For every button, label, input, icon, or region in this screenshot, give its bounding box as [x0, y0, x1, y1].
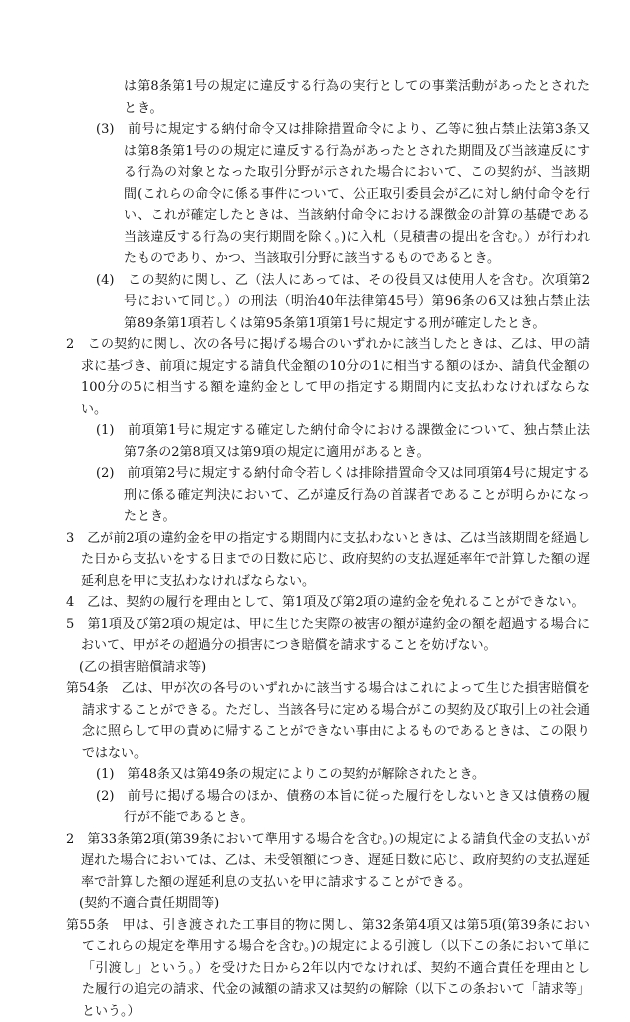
- continuation-line: は第8条第1号の規定に違反する行為の実行としての事業活動があったとされたとき。: [66, 76, 590, 119]
- clause-2-item-2: (2) 前項第2号に規定する納付命令若しくは排除措置命令又は同項第4号に規定する刑に係る確定判決において、乙が違反行為の首謀者であることが明らかになったとき。: [66, 463, 590, 528]
- item-4: (4) この契約に関し、乙（法人にあっては、その役員又は使用人を含む。次項第2号において同じ。）の刑法（明治40年法律第45号）第96条の6又は独占禁止法第89条第1項若しくは第95条第1項第1号に規定する刑が確定したとき。: [66, 270, 590, 335]
- heading-nonconformity-period: (契約不適合責任期間等): [66, 893, 590, 915]
- item-3: (3) 前号に規定する納付命令又は排除措置命令により、乙等に独占禁止法第3条又は第8条第1号のの規定に違反する行為があったとされた期間及び当該違反にする行為の対象となった取引分野が示された場合において、この契約が、当該期間(これらの命令に係る事件について、公正取引委員会が乙に対し納付命令を行い、これが確定したときは、当該納付命令における課徴金の計算の基礎である当該違反する行為の実行期間を除く。)に入札（見積書の提出を含む。）が行われたものであり、かつ、当該取引分野に該当するものであるとき。: [66, 119, 590, 270]
- article-55: 第55条 甲は、引き渡された工事目的物に関し、第32条第4項又は第5項(第39条においてこれらの規定を準用する場合を含む。)の規定による引渡し（以下この条において単に「引渡し」という。）を受けた日から2年以内でなければ、契約不適合責任を理由とした履行の追完の請求、代金の減額の請求又は契約の解除（以下この条おいて「請求等」という。）: [66, 915, 590, 1022]
- clause-2-item-1: (1) 前項第1号に規定する確定した納付命令における課徴金について、独占禁止法第7条の2第8項又は第9項の規定に適用があるとき。: [66, 420, 590, 463]
- article-54-clause-2: 2 第33条第2項(第39条において準用する場合を含む。)の規定による請負代金の支払いが遅れた場合においては、乙は、未受領額につき、遅延日数に応じ、政府契約の支払遅延率で計算した額の遅延利息の支払いを甲に請求することができる。: [66, 829, 590, 894]
- clause-3: 3 乙が前2項の違約金を甲の指定する期間内に支払わないときは、乙は当該期間を経過した日から支払いをする日までの日数に応じ、政府契約の支払遅延率年で計算した額の遅延利息を甲に支払わなければならない。: [66, 528, 590, 593]
- article-54-item-1: (1) 第48条又は第49条の規定によりこの契約が解除されたとき。: [66, 764, 590, 786]
- article-54-item-2: (2) 前号に掲げる場合のほか、債務の本旨に従った履行をしないとき又は債務の履行が不能であるとき。: [66, 786, 590, 829]
- clause-2: 2 この契約に関し、次の各号に掲げる場合のいずれかに該当したときは、乙は、甲の請求に基づき、前項に規定する請負代金額の10分の1に相当する額のほか、請負代金額の100分の5に相当する額を違約金として甲の指定する期間内に支払わなければならない。: [66, 334, 590, 420]
- clause-5: 5 第1項及び第2項の規定は、甲に生じた実際の被害の額が違約金の額を超過する場合において、甲がその超過分の損害につき賠償を請求することを妨げない。: [66, 614, 590, 657]
- heading-contractor-damages: (乙の損害賠償請求等): [66, 657, 590, 679]
- clause-4: 4 乙は、契約の履行を理由として、第1項及び第2項の違約金を免れることができない。: [66, 592, 590, 614]
- article-54: 第54条 乙は、甲が次の各号のいずれかに該当する場合はこれによって生じた損害賠償を請求することができる。ただし、当該各号に定める場合がこの契約及び取引上の社会通念に照らして甲の責めに帰することができない事由によるものであるときは、この限りではない。: [66, 678, 590, 764]
